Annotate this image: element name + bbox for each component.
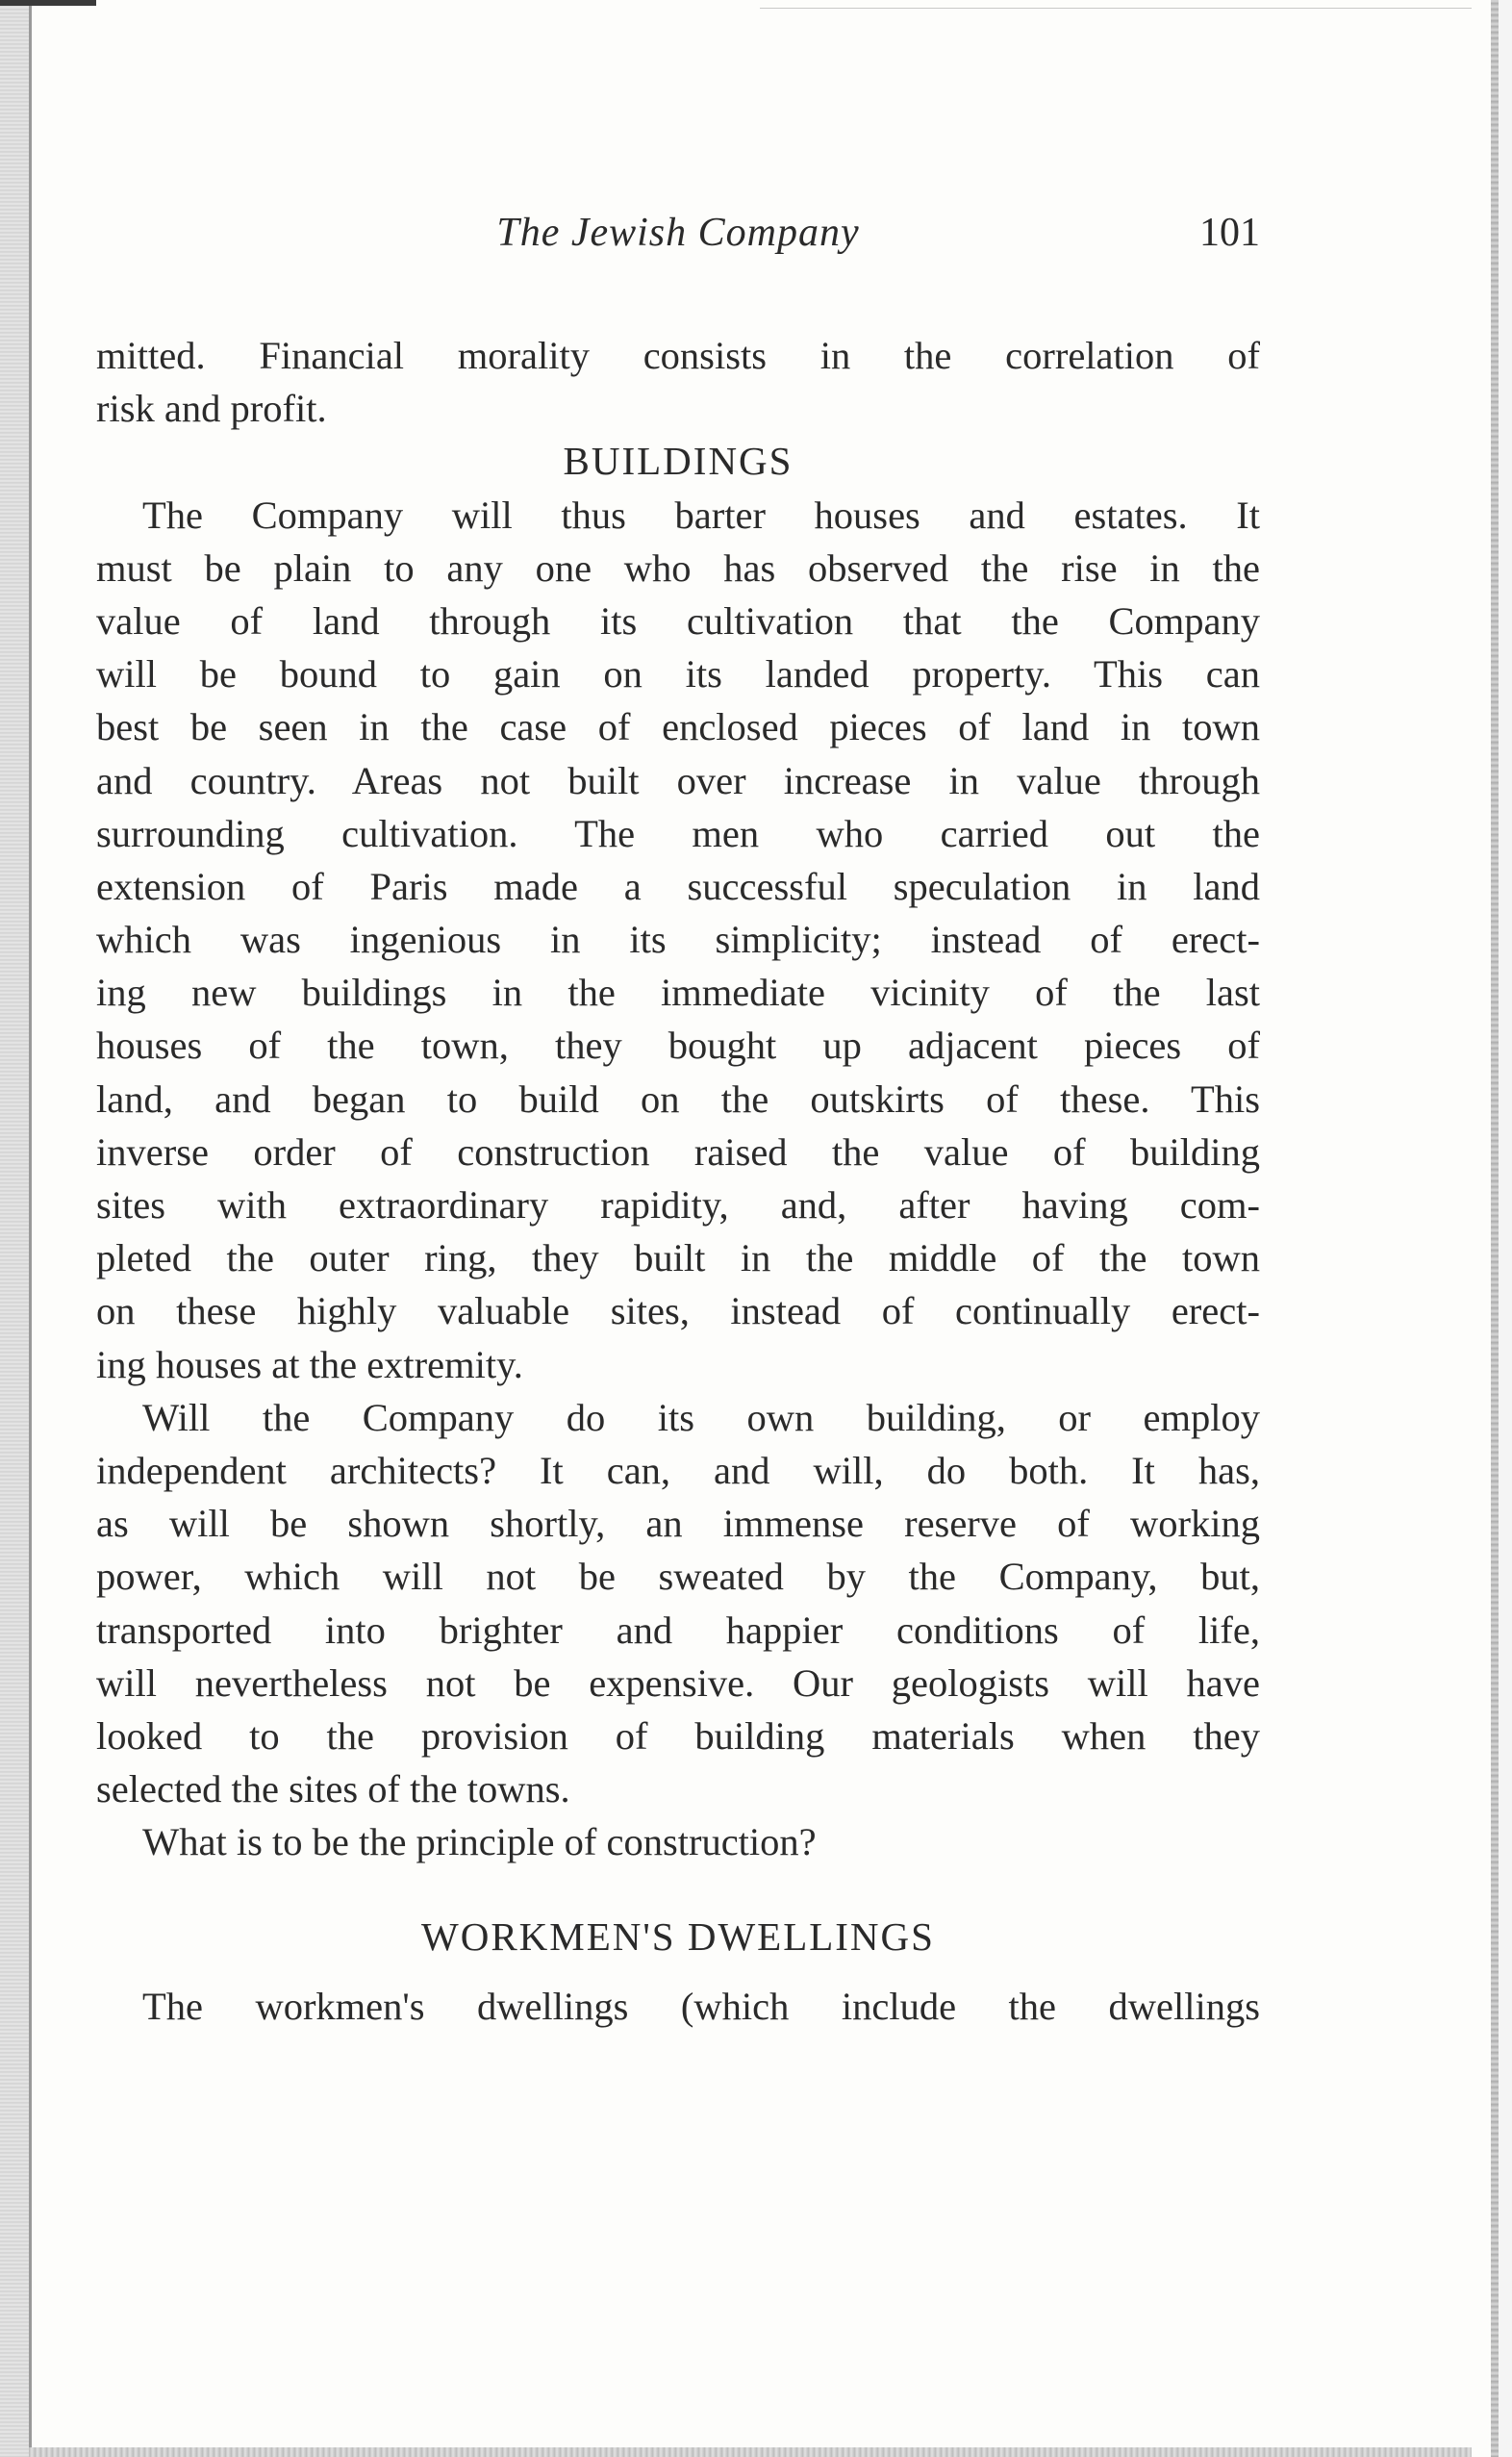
text-line: value of land through its cultivation that the Company	[96, 598, 1260, 643]
text-line: which was ingenious in its simplicity; instead of erect-	[96, 918, 1260, 962]
text-line: independent architects? It can, and will, do both. It has,	[96, 1448, 1260, 1492]
page-header	[96, 210, 1260, 267]
text-line: will be bound to gain on its landed property. This can	[96, 652, 1260, 697]
section-heading-buildings: BUILDINGS	[563, 439, 794, 484]
text-line: extension of Paris made a successful speculation in land	[96, 864, 1260, 908]
text-line: risk and profit.	[96, 387, 327, 431]
text-line: inverse order of construction raised the value of building	[96, 1129, 1260, 1174]
section-heading-workmens-dwellings: WORKMEN'S DWELLINGS	[421, 1914, 935, 1960]
text-line: ing houses at the extremity.	[96, 1342, 523, 1386]
text-line: selected the sites of the towns.	[96, 1767, 570, 1811]
text-line: land, and began to build on the outskirts of these. This	[96, 1077, 1260, 1121]
text-line: Will the Company do its own building, or employ	[142, 1395, 1260, 1439]
text-line: must be plain to any one who has observed the rise in the	[96, 545, 1260, 590]
text-line: houses of the town, they bought up adjacent pieces of	[96, 1024, 1260, 1068]
text-line: best be seen in the case of enclosed pieces of land in town	[96, 705, 1260, 749]
text-line: What is to be the principle of construction?	[142, 1820, 817, 1864]
scan-edge-top	[0, 0, 96, 6]
text-line: and country. Areas not built over increase in value through	[96, 758, 1260, 802]
text-line: surrounding cultivation. The men who carried out the	[96, 811, 1260, 855]
scan-edge-right	[1491, 0, 1499, 2457]
scan-edge-right-outer	[1499, 0, 1512, 2457]
text-line: sites with extraordinary rapidity, and, after having com-	[96, 1183, 1260, 1227]
text-line: transported into brighter and happier conditions of life,	[96, 1608, 1260, 1652]
scan-edge-left	[0, 0, 29, 2457]
running-title: The Jewish Company	[496, 211, 860, 255]
text-line: pleted the outer ring, they built in the middle of the town	[96, 1236, 1260, 1280]
scan-edge-bottom	[29, 2447, 1472, 2457]
text-line: mitted. Financial morality consists in the correlation of	[96, 334, 1260, 377]
text-line: on these highly valuable sites, instead of continually erect-	[96, 1289, 1260, 1333]
text-line: looked to the provision of building materials when they	[96, 1713, 1260, 1758]
text-line: ing new buildings in the immediate vicinity of the last	[96, 971, 1260, 1015]
scan-edge-left-line	[29, 0, 32, 2457]
text-line: as will be shown shortly, an immense reserve of working	[96, 1502, 1260, 1546]
text-line: will nevertheless not be expensive. Our geologists will have	[96, 1660, 1260, 1705]
text-line: The workmen's dwellings (which include the dwellings	[142, 1985, 1260, 2029]
scan-edge-top-thin	[760, 8, 1472, 9]
body-text	[96, 329, 1260, 2034]
text-line: power, which will not be sweated by the Company, but,	[96, 1555, 1260, 1599]
text-line: The Company will thus barter houses and estates. It	[142, 493, 1260, 537]
page-number: 101	[1199, 211, 1260, 255]
